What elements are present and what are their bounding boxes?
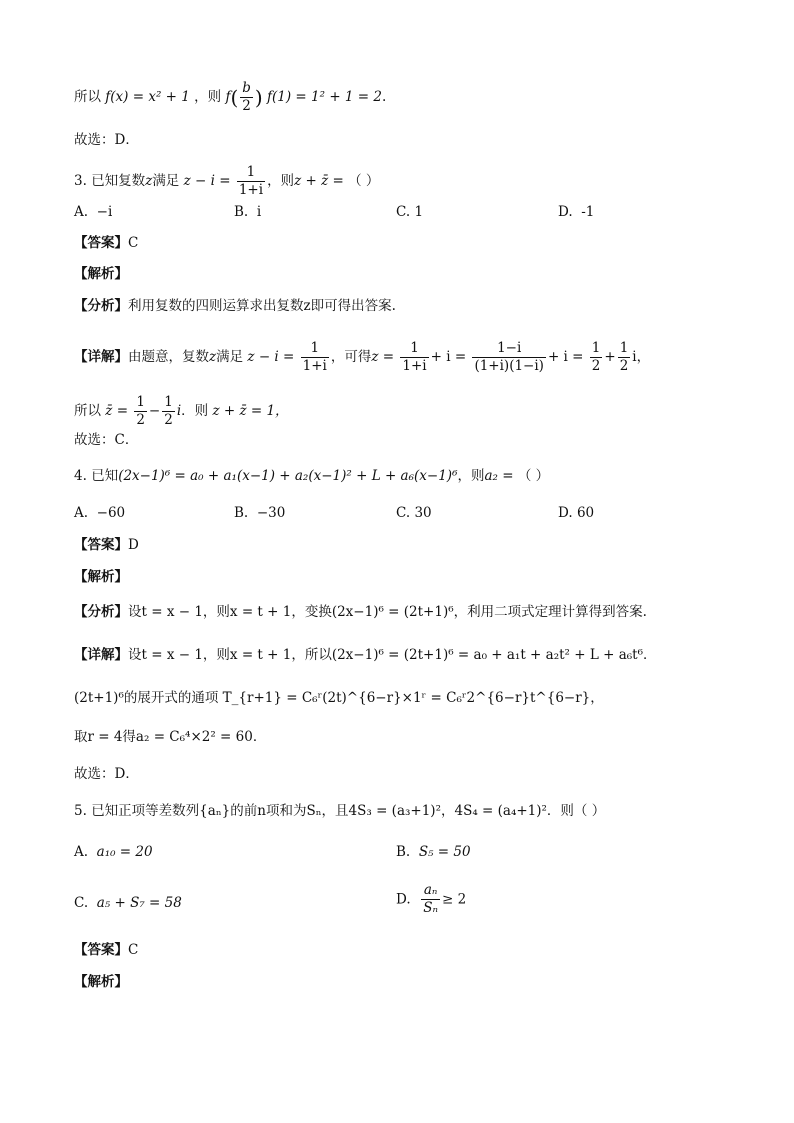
option-value: 1 [414,204,424,220]
numerator: 1 [619,340,629,356]
answer-blank: （ ） [348,173,380,189]
math: z + z̄ = [294,173,344,189]
numerator: 1−i [472,340,546,358]
xiangjie-tag: 【详解】 [74,647,128,663]
q4-answer [74,535,139,555]
q4-option-c [396,503,432,523]
analysis-tag: 【解析】 [74,974,128,990]
numerator: 1 [164,394,173,410]
q5-option-d [396,882,466,917]
option-value: S₅ = 50 [418,844,471,860]
fenxi-text: 设t = x − 1，则x = t + 1，变换(2x−1)⁶ = (2t+1)⁶，利用二项式定理计算得到答案. [128,604,647,620]
denominator: Sₙ [423,900,438,916]
math: i， [632,349,651,365]
q3-option-a [74,202,112,222]
text: 已知复数 [91,173,146,189]
fraction [472,340,546,375]
denominator: (1+i)(1−i) [474,358,544,374]
paren: ) [254,85,263,110]
option-value: i [256,204,262,220]
text: 由题意，复数 [128,349,209,365]
numerator: 1 [591,340,601,356]
denominator: 1+i [402,358,427,374]
option-label: A. [74,505,89,521]
option-value: -1 [581,204,595,220]
q3-conclusion: 故选：C． [74,432,139,448]
denominator: 2 [164,412,173,428]
numerator: 1 [136,394,145,410]
option-value: 60 [576,505,595,521]
text: 所以 [74,403,101,419]
q2-conclusion-equation: 所以 f(x) = x² + 1 ，则 f( $\frac{b}{2}$ ) f(1) = 1² + 1 = 2. [74,80,387,114]
option-value: a₁₀ = 20 [96,844,153,860]
q3-option-b [234,202,261,222]
q4-option-a [74,503,125,523]
option-value: −60 [96,505,126,521]
math: + [604,349,616,365]
option-label: C. [396,204,411,220]
numerator: aₙ [421,882,440,900]
q3-fenxi [74,296,396,316]
math: + i = [430,349,467,365]
numerator: 1 [301,340,329,358]
q4-fenxi [74,602,647,622]
q4-take-r: 取r = 4得a₂ = C₆⁴×2² = 60． [74,729,267,745]
q5-option-c [74,893,182,913]
q4-general-term: (2t+1)⁶的展开式的通项 T_{r+1} = C₆ʳ(2t)^{6−r}×1ʳ = C₆ʳ2^{6−r}t^{6−r}， [74,690,604,706]
question-number: 3. [74,173,87,189]
text: ，则 [194,89,222,105]
text: 满足 [152,173,180,189]
fraction [134,394,147,429]
q3-option-d [558,202,594,222]
option-label: C. [74,895,89,911]
denominator: 1+i [302,358,327,374]
fenxi-text: 利用复数的四则运算求出复数z即可得出答案. [128,298,396,314]
math: z [209,349,217,365]
math: z − i = [247,349,295,365]
math: z [145,173,153,189]
math: f(1) = 1² + 1 = 2 [267,89,382,105]
option-label: D. [558,204,573,220]
option-value: −i [96,204,113,220]
math: + i = [547,349,584,365]
denominator: 2 [591,358,601,374]
fraction [162,394,175,429]
q3-stem [74,164,379,199]
math: − [148,403,161,419]
option-label: A. [74,204,89,220]
denominator: 2 [619,358,629,374]
option-label: B. [234,505,249,521]
q5-option-b [396,842,471,862]
paren: ( [230,85,239,110]
q4-analysis-heading [74,567,128,587]
question-number: 5. [74,803,87,819]
q5-answer [74,940,138,960]
numerator: b [242,80,251,96]
fraction [237,164,265,199]
q3-xiangjie [74,340,650,375]
text: 所以 [74,89,101,105]
answer-value: D [128,537,139,553]
q3-answer [74,233,138,253]
q3-analysis-heading [74,264,128,284]
answer-value: C [128,942,139,958]
math: (2x−1)⁶ = a₀ + a₁(x−1) + a₂(x−1)² + L + a₆(x−1)⁶ [118,468,458,484]
fraction [590,340,603,375]
option-label: B. [234,204,249,220]
question-number: 4. [74,468,87,484]
q4-stem [74,466,549,486]
q4-xiangjie [74,645,657,665]
option-label: D. [558,505,573,521]
q5-stem [74,801,605,821]
q5-option-a [74,842,153,862]
answer-tag: 【答案】 [74,537,128,553]
fenxi-tag: 【分析】 [74,604,128,620]
option-label: B. [396,844,411,860]
fenxi-tag: 【分析】 [74,298,128,314]
text: ，则 [267,173,295,189]
numerator: 1 [237,164,265,182]
option-label: A. [74,844,89,860]
q2-answer-choice: 故选：D． [74,132,139,148]
q4-option-b [234,503,285,523]
q4-conclusion: 故选：D． [74,766,139,782]
math: z + z̄ = 1， [212,403,289,419]
option-value: a₅ + S₇ = 58 [96,895,182,911]
math: z = [371,349,395,365]
analysis-tag: 【解析】 [74,569,128,585]
xiangjie-text: 设t = x − 1，则x = t + 1，所以(2x−1)⁶ = (2t+1)⁶ = a₀ + a₁t + a₂t² + L + a₆t⁶． [128,647,657,663]
option-label: C. [396,505,411,521]
q3-zbar-line [74,394,289,429]
q4-option-d [558,503,594,523]
text: 满足 [216,349,244,365]
option-label: D. [396,891,411,908]
fraction [421,882,440,917]
text: ，则 [457,468,485,484]
analysis-tag: 【解析】 [74,266,128,282]
fraction [301,340,329,375]
answer-blank: （ ） [517,468,550,484]
q5-analysis-heading [74,972,128,992]
answer-tag: 【答案】 [74,942,128,958]
denominator: 2 [242,98,251,114]
denominator: 2 [136,412,145,428]
xiangjie-tag: 【详解】 [74,349,128,365]
option-value: 30 [414,505,432,521]
fraction [618,340,631,375]
math: f(x) = x² + 1 [105,89,190,105]
text: ，可得 [330,349,372,365]
q3-option-c [396,202,423,222]
stem-text: 已知正项等差数列{aₙ}的前n项和为Sₙ，且4S₃ = (a₃+1)²，4S₄ = (a₄+1)²．则（ ） [91,803,606,819]
text: ．则 [181,403,209,419]
math: i [176,403,182,419]
math: a₂ = [484,468,514,484]
math: z − i = [183,173,231,189]
fraction [240,80,253,115]
answer-tag: 【答案】 [74,235,128,251]
option-value: −30 [256,505,286,521]
numerator: 1 [400,340,428,358]
text: 已知 [91,468,119,484]
answer-value: C [128,235,139,251]
option-value: ≥ 2 [441,891,467,908]
math-f: f [225,89,231,105]
denominator: 1+i [238,182,264,198]
fraction [400,340,428,375]
math: z̄ = [105,403,129,419]
